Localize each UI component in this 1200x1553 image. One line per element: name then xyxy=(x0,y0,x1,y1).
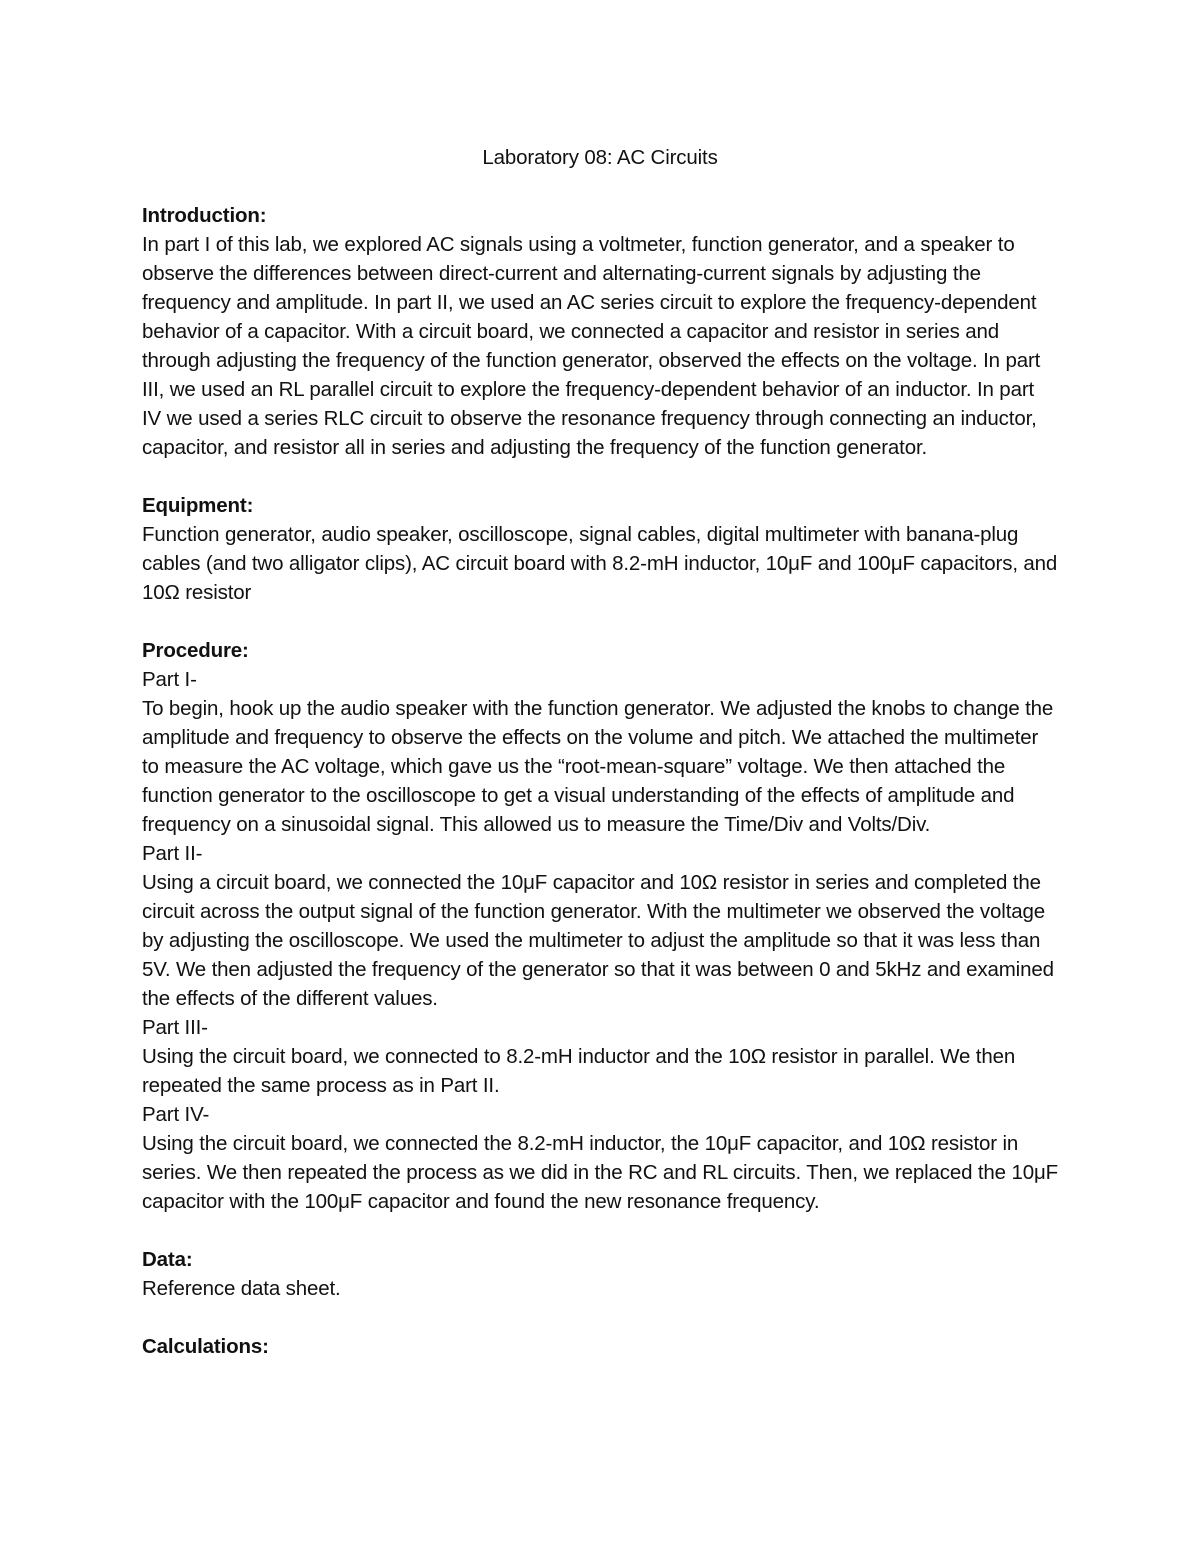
calculations-heading: Calculations: xyxy=(142,1335,269,1358)
procedure-heading: Procedure: xyxy=(142,639,249,662)
document-body xyxy=(142,143,1058,1361)
procedure-part-2-text: Using a circuit board, we connected the 10μF capacitor and 10Ω resistor in series and completed the circuit across the output signal of the function generator. With the multimeter we observed the voltage by adjusting the oscilloscope. We used the multimeter to adjust the amplitude so that it was less than 5V. We then adjusted the frequency of the generator so that it was between 0 and 5kHz and examined the effects of the different values. xyxy=(142,871,1054,1010)
section-spacer xyxy=(142,607,1058,636)
equipment-text: Function generator, audio speaker, oscilloscope, signal cables, digital multimeter with banana-plug cables (and two alligator clips), AC circuit board with 8.2-mH inductor, 10μF and 100μF capacitors, and 10Ω resistor xyxy=(142,523,1058,604)
procedure-part-4-text: Using the circuit board, we connected the 8.2-mH inductor, the 10μF capacitor, and 10Ω resistor in series. We then repeated the process as we did in the RC and RL circuits. Then, we replaced the 10μF capacitor with the 100μF capacitor and found the new resonance frequency. xyxy=(142,1132,1059,1213)
introduction-text: In part I of this lab, we explored AC signals using a voltmeter, function generator, and a speaker to observe the differences between direct-current and alternating-current signals by adjusting the frequency and amplitude. In part II, we used an AC series circuit to explore the frequency-dependent behavior of a capacitor. With a circuit board, we connected a capacitor and resistor in series and through adjusting the frequency of the function generator, observed the effects on the voltage. In part III, we used an RL parallel circuit to explore the frequency-dependent behavior of an inductor. In part IV we used a series RLC circuit to observe the resonance frequency through connecting an inductor, capacitor, and resistor all in series and adjusting the frequency of the function generator. xyxy=(142,233,1041,459)
procedure-part-3-label: Part III- xyxy=(142,1016,208,1039)
procedure-part-1-text: To begin, hook up the audio speaker with the function generator. We adjusted the knobs to change the amplitude and frequency to observe the effects on the volume and pitch. We attached the multimeter to measure the AC voltage, which gave us the “root-mean-square” voltage. We then attached the function generator to the oscilloscope to get a visual understanding of the effects of amplitude and frequency on a sinusoidal signal. This allowed us to measure the Time/Div and Volts/Div. xyxy=(142,697,1054,836)
section-spacer xyxy=(142,1303,1058,1332)
data-text: Reference data sheet. xyxy=(142,1277,341,1300)
procedure-part-3-text: Using the circuit board, we connected to 8.2-mH inductor and the 10Ω resistor in parallel. We then repeated the same process as in Part II. xyxy=(142,1045,1016,1097)
procedure-part-2-label: Part II- xyxy=(142,842,203,865)
document-title: Laboratory 08: AC Circuits xyxy=(482,146,718,169)
procedure-part-4-label: Part IV- xyxy=(142,1103,210,1126)
section-spacer xyxy=(142,462,1058,491)
introduction-heading: Introduction: xyxy=(142,204,267,227)
section-spacer xyxy=(142,1216,1058,1245)
equipment-heading: Equipment: xyxy=(142,494,254,517)
procedure-part-1-label: Part I- xyxy=(142,668,197,691)
data-heading: Data: xyxy=(142,1248,193,1271)
